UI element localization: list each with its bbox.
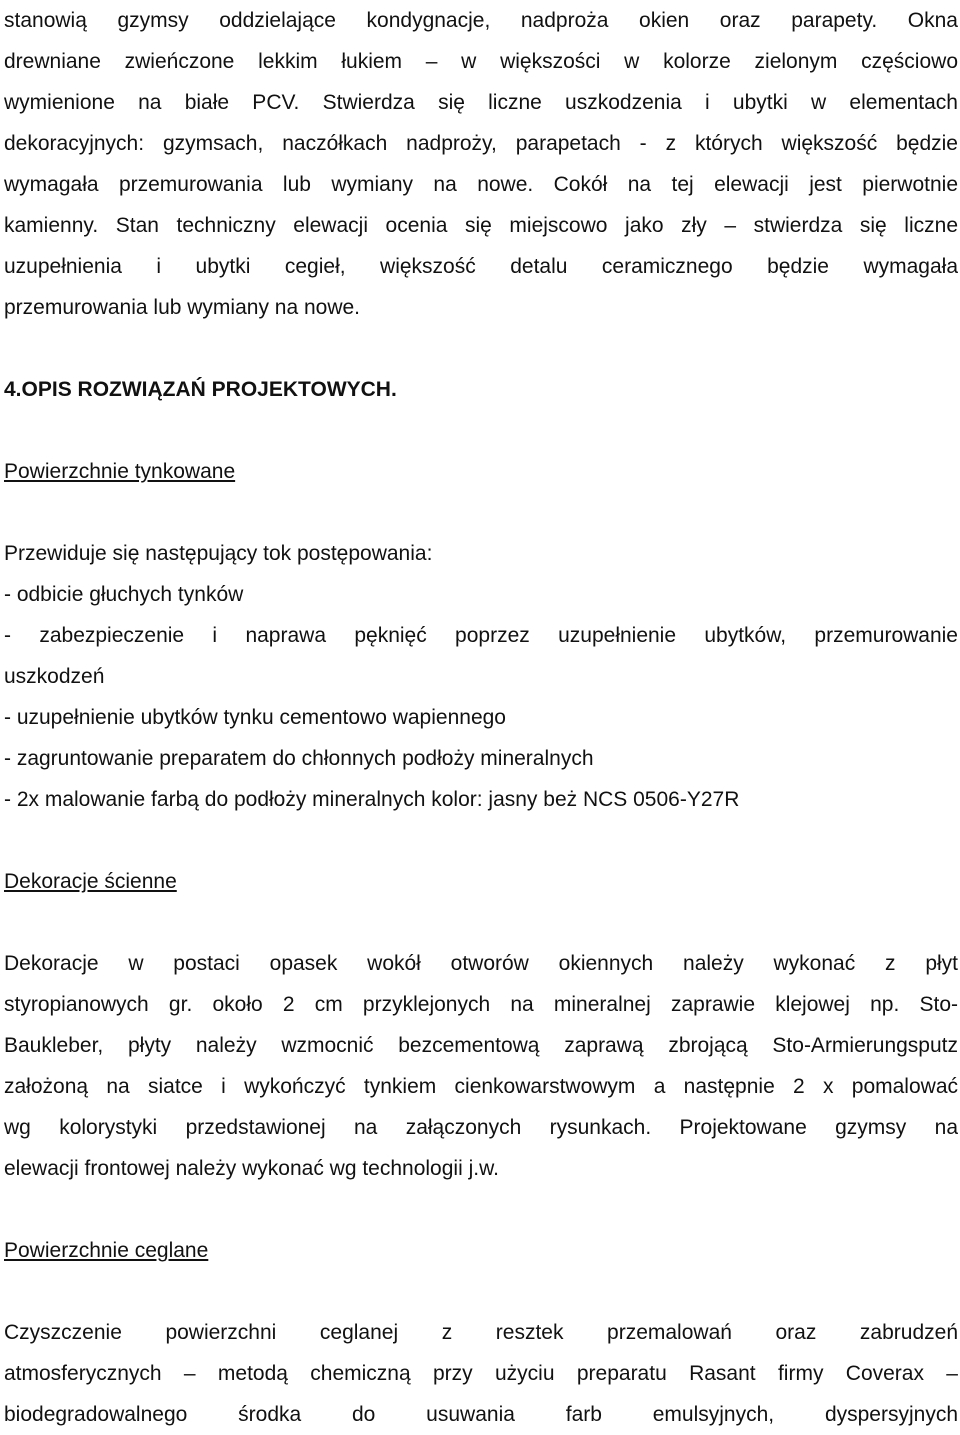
brick-paragraph <box>4 1312 958 1435</box>
paragraph-line: elewacji frontowej należy wykonać wg technologii j.w. <box>4 1157 499 1180</box>
decorations-paragraph <box>4 943 958 1189</box>
paragraph-line: biodegradowalnego środka do usuwania farb emulsyjnych, dyspersyjnych <box>4 1403 958 1426</box>
paragraph-line: wg kolorystyki przedstawionej na załączonych rysunkach. Projektowane gzymsy na <box>4 1116 958 1139</box>
paragraph-line: dekoracyjnych: gzymsach, naczółkach nadproży, parapetach - z których większość będzie <box>4 132 958 155</box>
section-heading: 4.OPIS ROZWIĄZAŃ PROJEKTOWYCH. <box>4 378 397 401</box>
paragraph-line: uzupełnienia i ubytki cegieł, większość detalu ceramicznego będzie wymagała <box>4 255 958 278</box>
plaster-list-item-continued: uszkodzeń <box>4 665 105 688</box>
top-paragraph <box>4 0 958 328</box>
paragraph-line: przemurowania lub wymiany na nowe. <box>4 296 361 319</box>
paragraph-line: atmosferycznych – metodą chemiczną przy użyciu preparatu Rasant firmy Coverax – <box>4 1362 958 1385</box>
document-page <box>4 0 958 1435</box>
spacer <box>4 820 958 861</box>
paragraph-line: Dekoracje w postaci opasek wokół otworów okiennych należy wykonać z płyt <box>4 952 958 975</box>
paragraph-line: kamienny. Stan techniczny elewacji ocenia się miejscowo jako zły – stwierdza się liczne <box>4 214 958 237</box>
paragraph-line: Czyszczenie powierzchni ceglanej z resztek przemalowań oraz zabrudzeń <box>4 1321 958 1344</box>
paragraph-line: stanowią gzymsy oddzielające kondygnacje, nadproża okien oraz parapety. Okna <box>4 9 958 32</box>
spacer <box>4 492 958 533</box>
spacer <box>4 902 958 943</box>
spacer <box>4 1189 958 1230</box>
plaster-intro: Przewiduje się następujący tok postępowania: <box>4 542 433 565</box>
spacer <box>4 328 958 369</box>
plaster-list-item: - uzupełnienie ubytków tynku cementowo wapiennego <box>4 706 506 729</box>
paragraph-line: założoną na siatce i wykończyć tynkiem cienkowarstwowym a następnie 2 x pomalować <box>4 1075 958 1098</box>
plaster-list-item: - odbicie głuchych tynków <box>4 583 244 606</box>
plaster-list-item: - zabezpieczenie i naprawa pęknięć poprzez uzupełnienie ubytków, przemurowanie <box>4 624 958 647</box>
plaster-list-item: - 2x malowanie farbą do podłoży mineralnych kolor: jasny beż NCS 0506-Y27R <box>4 788 740 811</box>
paragraph-line: Baukleber, płyty należy wzmocnić bezcementową zaprawą zbrojącą Sto-Armierungsputz <box>4 1034 958 1057</box>
paragraph-line: wymienione na białe PCV. Stwierdza się liczne uszkodzenia i ubytki w elementach <box>4 91 958 114</box>
spacer <box>4 1271 958 1312</box>
plaster-subheading: Powierzchnie tynkowane <box>4 460 236 483</box>
paragraph-line: wymagała przemurowania lub wymiany na nowe. Cokół na tej elewacji jest pierwotnie <box>4 173 958 196</box>
plaster-list <box>4 533 958 820</box>
spacer <box>4 410 958 451</box>
decorations-subheading: Dekoracje ścienne <box>4 870 177 893</box>
paragraph-line: drewniane zwieńczone lekkim łukiem – w większości w kolorze zielonym częściowo <box>4 50 958 73</box>
paragraph-line: styropianowych gr. około 2 cm przyklejonych na mineralnej zaprawie klejowej np. Sto- <box>4 993 958 1016</box>
plaster-list-item: - zagruntowanie preparatem do chłonnych podłoży mineralnych <box>4 747 594 770</box>
brick-subheading: Powierzchnie ceglane <box>4 1239 209 1262</box>
